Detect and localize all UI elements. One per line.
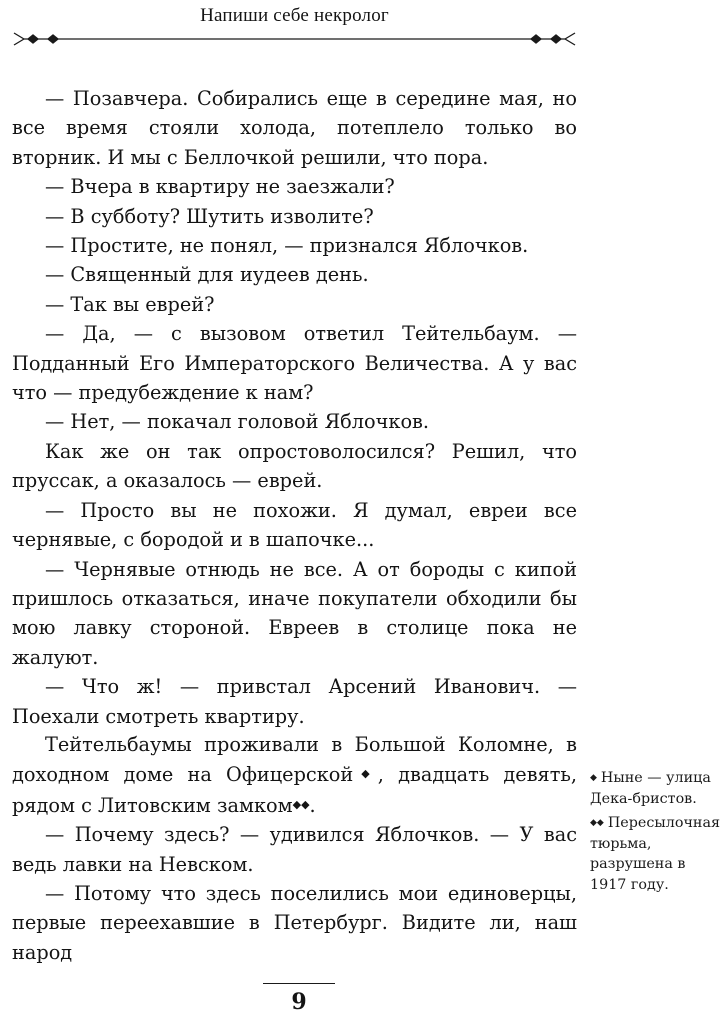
paragraph	[12, 730, 577, 820]
paragraph: Как же он так опростоволосился? Решил, что пруссак, а оказалось — еврей.	[12, 439, 577, 493]
note-marker: ◆◆	[590, 818, 604, 829]
page-number-rule	[263, 983, 335, 984]
paragraph: — Священный для иудеев день.	[45, 263, 369, 287]
paragraph: — Что ж! — привстал Арсений Иванович. — Поехали смотреть квартиру.	[12, 675, 577, 728]
note-marker: ◆	[590, 773, 597, 783]
paragraph: — Так вы еврей?	[45, 292, 215, 316]
paragraph-text: .	[309, 793, 316, 817]
paragraph: — Простите, не понял, — признался Яблочков.	[45, 234, 529, 258]
running-head-title: Напиши себе некролог	[200, 5, 389, 26]
margin-notes	[590, 768, 718, 900]
paragraph: — Потому что здесь поселились мои единоверцы, первые переехавшие в Петербург. Видите ли, наш народ	[12, 882, 577, 964]
footnote-marker-2: ◆◆	[292, 797, 310, 811]
header-ornament-rule	[12, 29, 577, 49]
paragraph: — Почему здесь? — удивился Яблочков. — У вас ведь лавки на Невском.	[12, 823, 577, 876]
paragraph: — Чернявые отнюдь не все. А от бороды с кипой пришлось отказаться, иначе покупатели обходили бы мою лавку стороной. Евреев в столице пока не жалуют.	[12, 557, 577, 669]
paragraph: — Позавчера. Собирались еще в середине мая, но все время стояли холода, потеплело только во вторник. И мы с Беллочкой решили, что пора.	[12, 87, 577, 169]
paragraph: — В субботу? Шутить изволите?	[45, 204, 374, 228]
footnote-marker-1: ◆	[353, 767, 378, 781]
paragraph: — Да, — с вызовом ответил Тейтельбаум. — Подданный Его Императорского Величества. А у вас что — предубеждение к нам?	[12, 322, 577, 405]
paragraph: — Нет, — покачал головой Яблочков.	[45, 410, 430, 434]
note-text: Ныне — улица Дека-бристов.	[590, 770, 711, 807]
paragraph: — Вчера в квартиру не заезжали?	[45, 175, 395, 199]
margin-note-1	[590, 768, 718, 809]
main-text-block-1	[12, 84, 577, 731]
paragraph-text: Тейтельбаумы проживали в Большой Коломне, в доходном доме на Офицерской	[12, 733, 577, 787]
main-text-block-2	[12, 730, 577, 967]
paragraph: — Просто вы не похожи. Я думал, евреи все чернявые, с бородой и в шапочке...	[12, 498, 577, 552]
note-text: Пересылочная тюрьма, разрушена в 1917 году.	[590, 815, 720, 893]
page-number: 9	[291, 989, 307, 1015]
paragraph-text: , двадцать девять, рядом с Литовским замком	[12, 763, 578, 817]
margin-note-2	[590, 813, 718, 895]
